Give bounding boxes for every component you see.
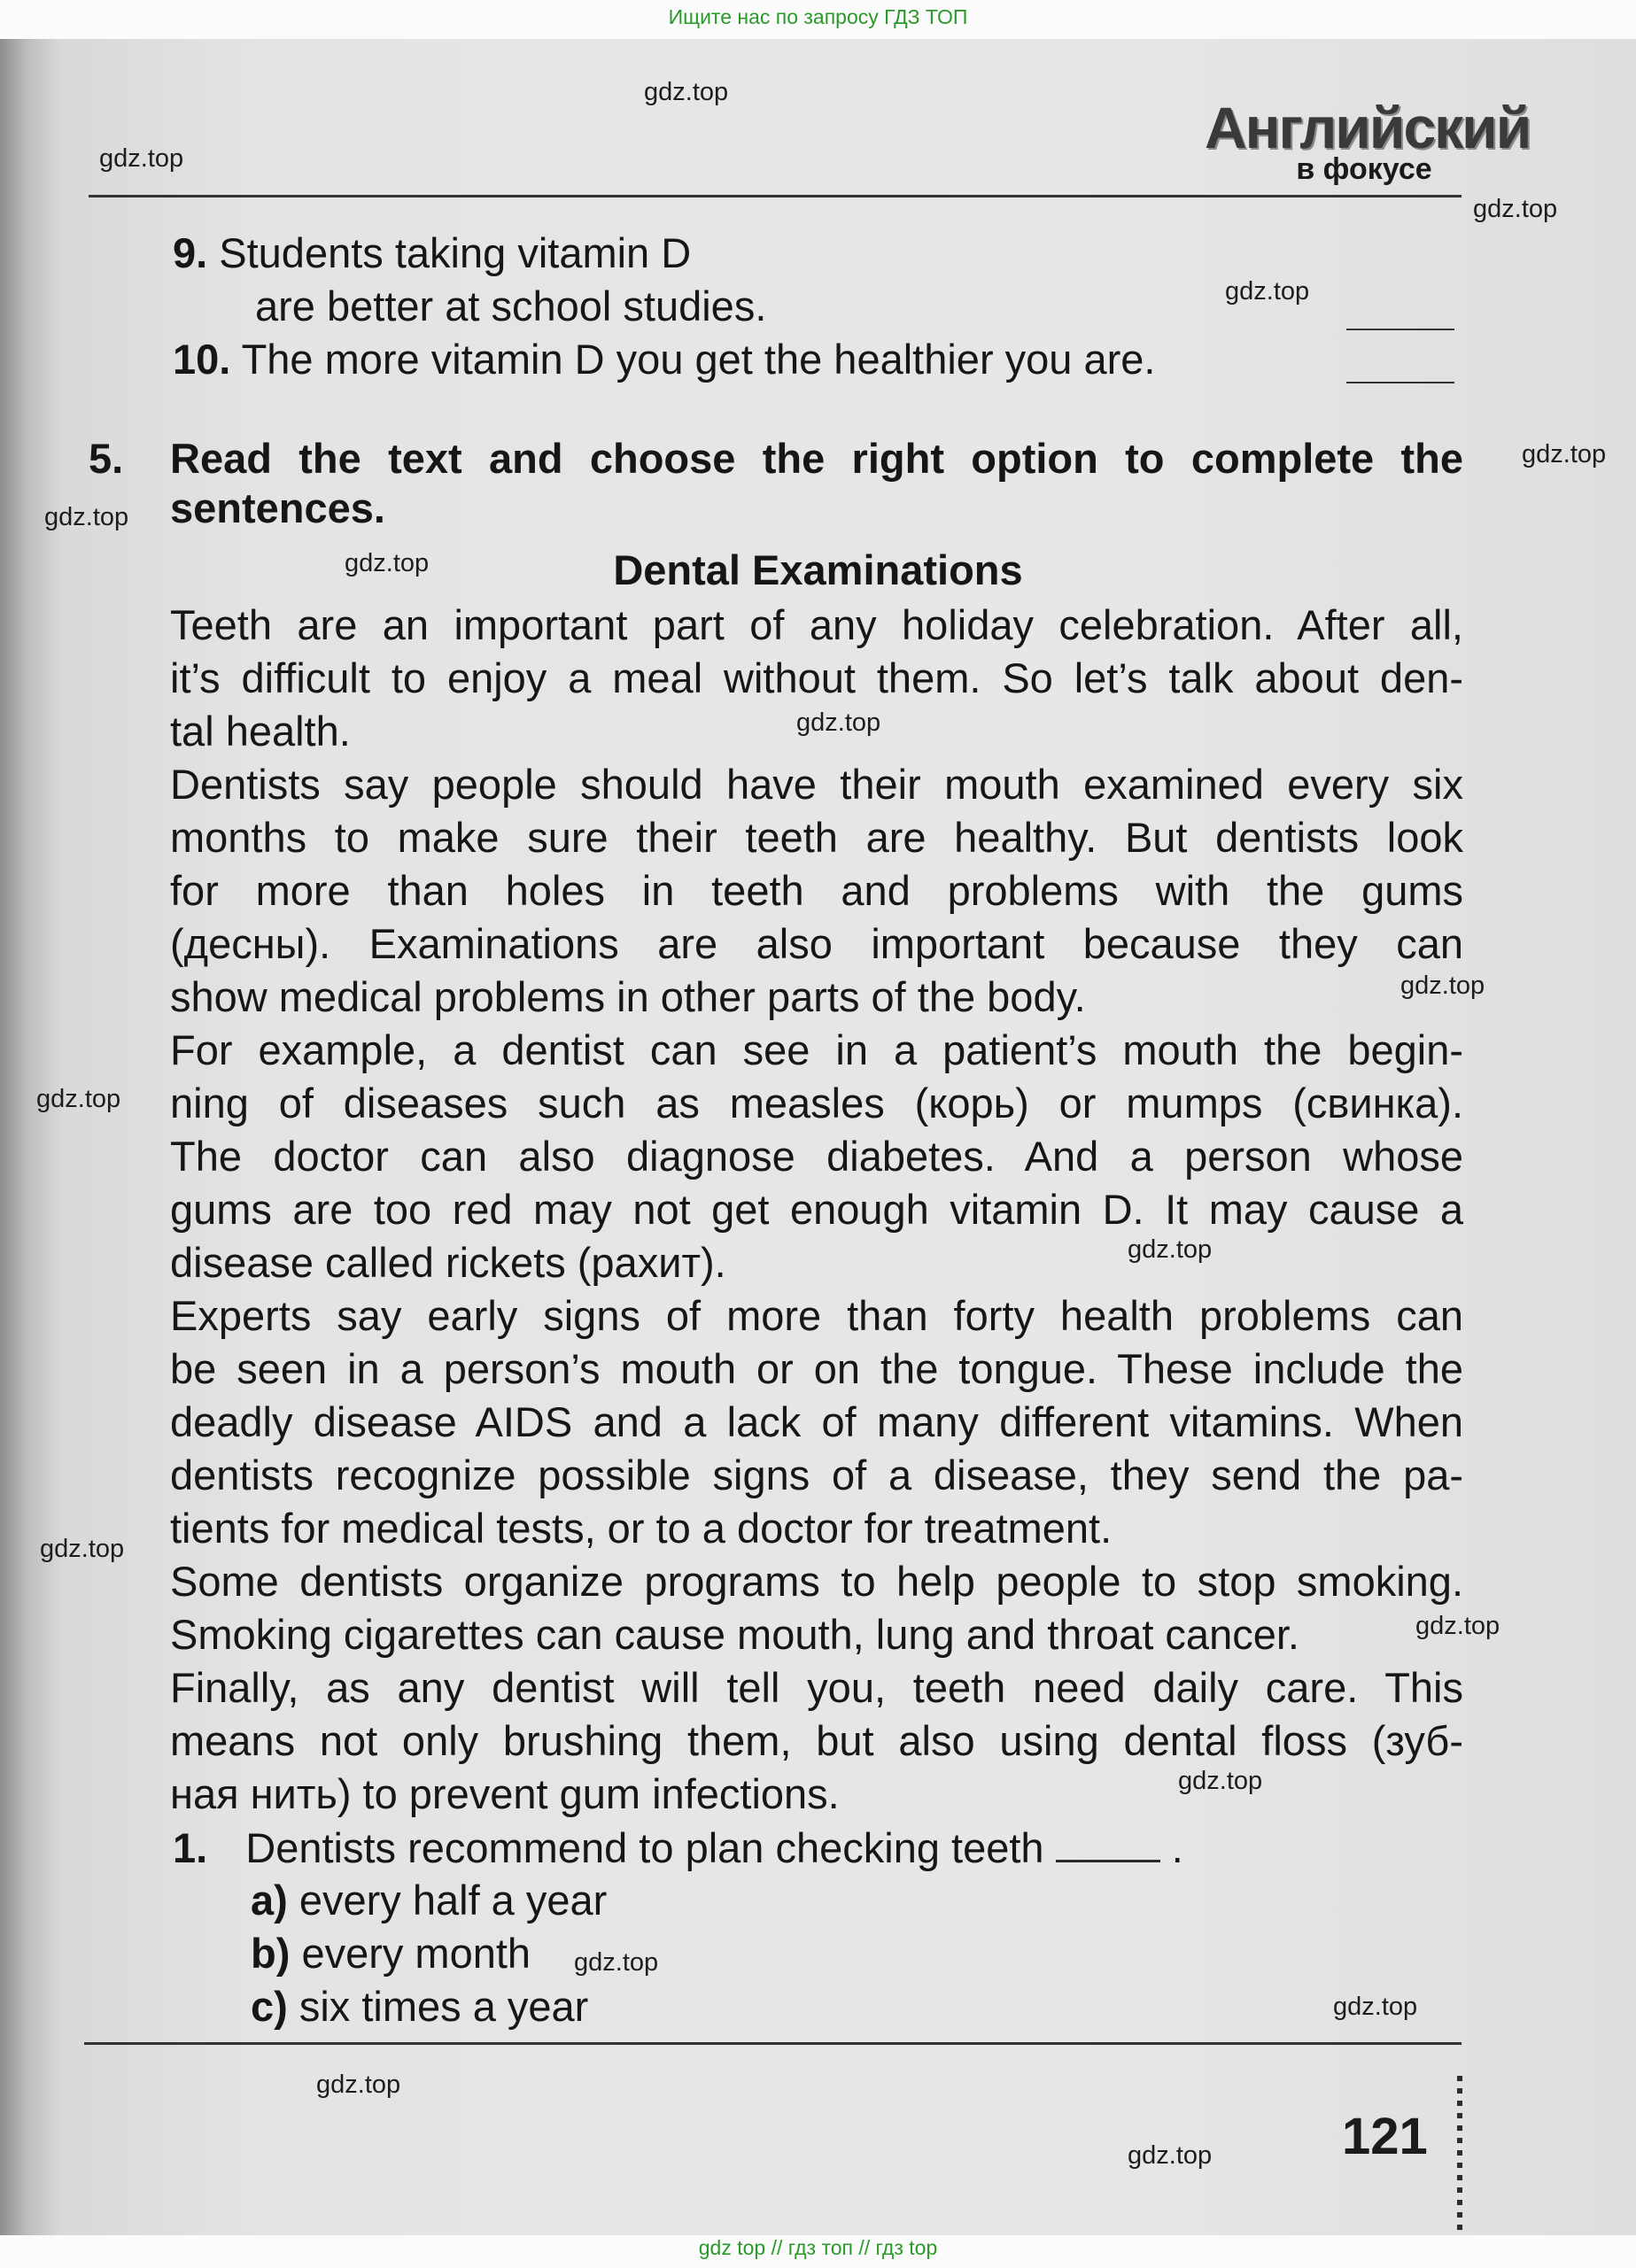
header-rule [89,195,1462,197]
item-9-line1: Students taking vitamin D [219,229,692,276]
page-number: 121 [1342,2108,1428,2165]
watermark: gdz.top [1400,971,1485,1000]
watermark: gdz.top [99,144,184,173]
watermark: gdz.top [345,549,430,577]
option-c-text: six times a year [299,1983,589,2030]
watermark: gdz.top [1178,1767,1263,1795]
text-line: tients for medical tests, or to a doctor for treatment. [170,1505,1113,1552]
question-1 [173,1821,1183,1875]
item-9 [173,227,691,280]
item-10-line1: The more vitamin D you get the healthier you are. [241,336,1156,383]
watermark: gdz.top [796,708,881,737]
footer-rule [84,2042,1462,2045]
text-line: disease called rickets (рахит). [170,1239,726,1286]
watermark: gdz.top [1473,195,1558,223]
watermark: gdz.top [1415,1612,1500,1640]
text-line: dentists recognize possible signs of a disease, they send the pa- [170,1451,1463,1498]
text-line: for more than holes in teeth and problems with the gums [170,867,1463,914]
text-line: (десны). Examinations are also important because they can [170,920,1463,967]
text-line: For example, a dentist can see in a patient’s mouth the begin- [170,1026,1463,1073]
option-b[interactable] [251,1927,531,1980]
text-line: means not only brushing them, but also using dental floss (зуб- [170,1717,1463,1764]
text-line: Finally, as any dentist will tell you, teeth need daily care. This [170,1664,1463,1711]
text-line: Some dentists organize programs to help people to stop smoking. [170,1558,1463,1605]
watermark: gdz.top [1522,440,1607,468]
text-line: gums are too red may not get enough vitamin D. It may cause a [170,1186,1463,1233]
question-1-end: . [1171,1824,1183,1871]
text-line: it’s difficult to enjoy a meal without them. So let’s talk about den- [170,654,1463,701]
dotted-margin-line [1457,2076,1462,2235]
task-instruction-line1: Read the text and choose the right option to complete the [170,435,1463,482]
text-line: deadly disease AIDS and a lack of many different vitamins. When [170,1398,1463,1445]
text-line: show medical problems in other parts of the body. [170,973,1086,1020]
watermark: gdz.top [1128,2141,1213,2170]
text-line: months to make sure their teeth are healthy. But dentists look [170,814,1463,861]
logo-sub-text: в фокусе [1296,152,1432,186]
text-line: The doctor can also diagnose diabetes. And a person whose [170,1133,1463,1180]
text-line: ная нить) to prevent gum infections. [170,1770,840,1817]
item-10-answer-blank[interactable] [1346,382,1454,383]
watermark: gdz.top [1225,277,1310,306]
text-line: ning of diseases such as measles (корь) or mumps (свинка). [170,1080,1463,1126]
watermark: gdz.top [44,503,129,531]
logo-main-text: Английский [1205,95,1531,160]
question-1-blank[interactable] [1056,1821,1160,1862]
task-instruction-line2: sentences. [170,484,385,531]
question-1-number: 1. [173,1824,208,1871]
item-9-number: 9. [173,229,208,276]
text-line: Dentists say people should have their mouth examined every six [170,761,1463,808]
option-b-letter: b) [251,1930,291,1977]
watermark: gdz.top [574,1948,659,1977]
textbook-page [0,39,1636,2235]
option-b-text: every month [301,1930,531,1977]
text-line: Teeth are an important part of any holiday celebration. After all, [170,601,1463,648]
text-line: Experts say early signs of more than forty health problems can [170,1292,1463,1339]
item-10 [173,333,1155,386]
option-a-letter: a) [251,1877,288,1924]
text-line: be seen in a person’s mouth or on the tongue. These include the [170,1345,1463,1392]
question-1-text: Dentists recommend to plan checking teeth [245,1824,1044,1871]
bottom-banner[interactable]: gdz top // гдз топ // гдз top [698,2236,938,2259]
option-a[interactable] [251,1874,607,1927]
item-10-number: 10. [173,336,231,383]
text-title: Dental Examinations [613,546,1023,593]
option-c-letter: c) [251,1983,288,2030]
watermark: gdz.top [40,1535,125,1563]
watermark: gdz.top [1333,1993,1418,2021]
watermark: gdz.top [316,2071,401,2099]
option-c[interactable] [251,1980,588,2033]
watermark: gdz.top [36,1085,121,1113]
option-a-text: every half a year [299,1877,608,1924]
text-line: Smoking cigarettes can cause mouth, lung and throat cancer. [170,1611,1299,1658]
watermark: gdz.top [644,78,729,106]
top-banner[interactable]: Ищите нас по запросу ГДЗ ТОП [668,5,968,28]
text-line: tal health. [170,708,351,755]
item-9-line2: are better at school studies. [255,283,767,329]
item-9-answer-blank[interactable] [1346,329,1454,330]
watermark: gdz.top [1128,1235,1213,1264]
task-number: 5. [89,435,124,482]
